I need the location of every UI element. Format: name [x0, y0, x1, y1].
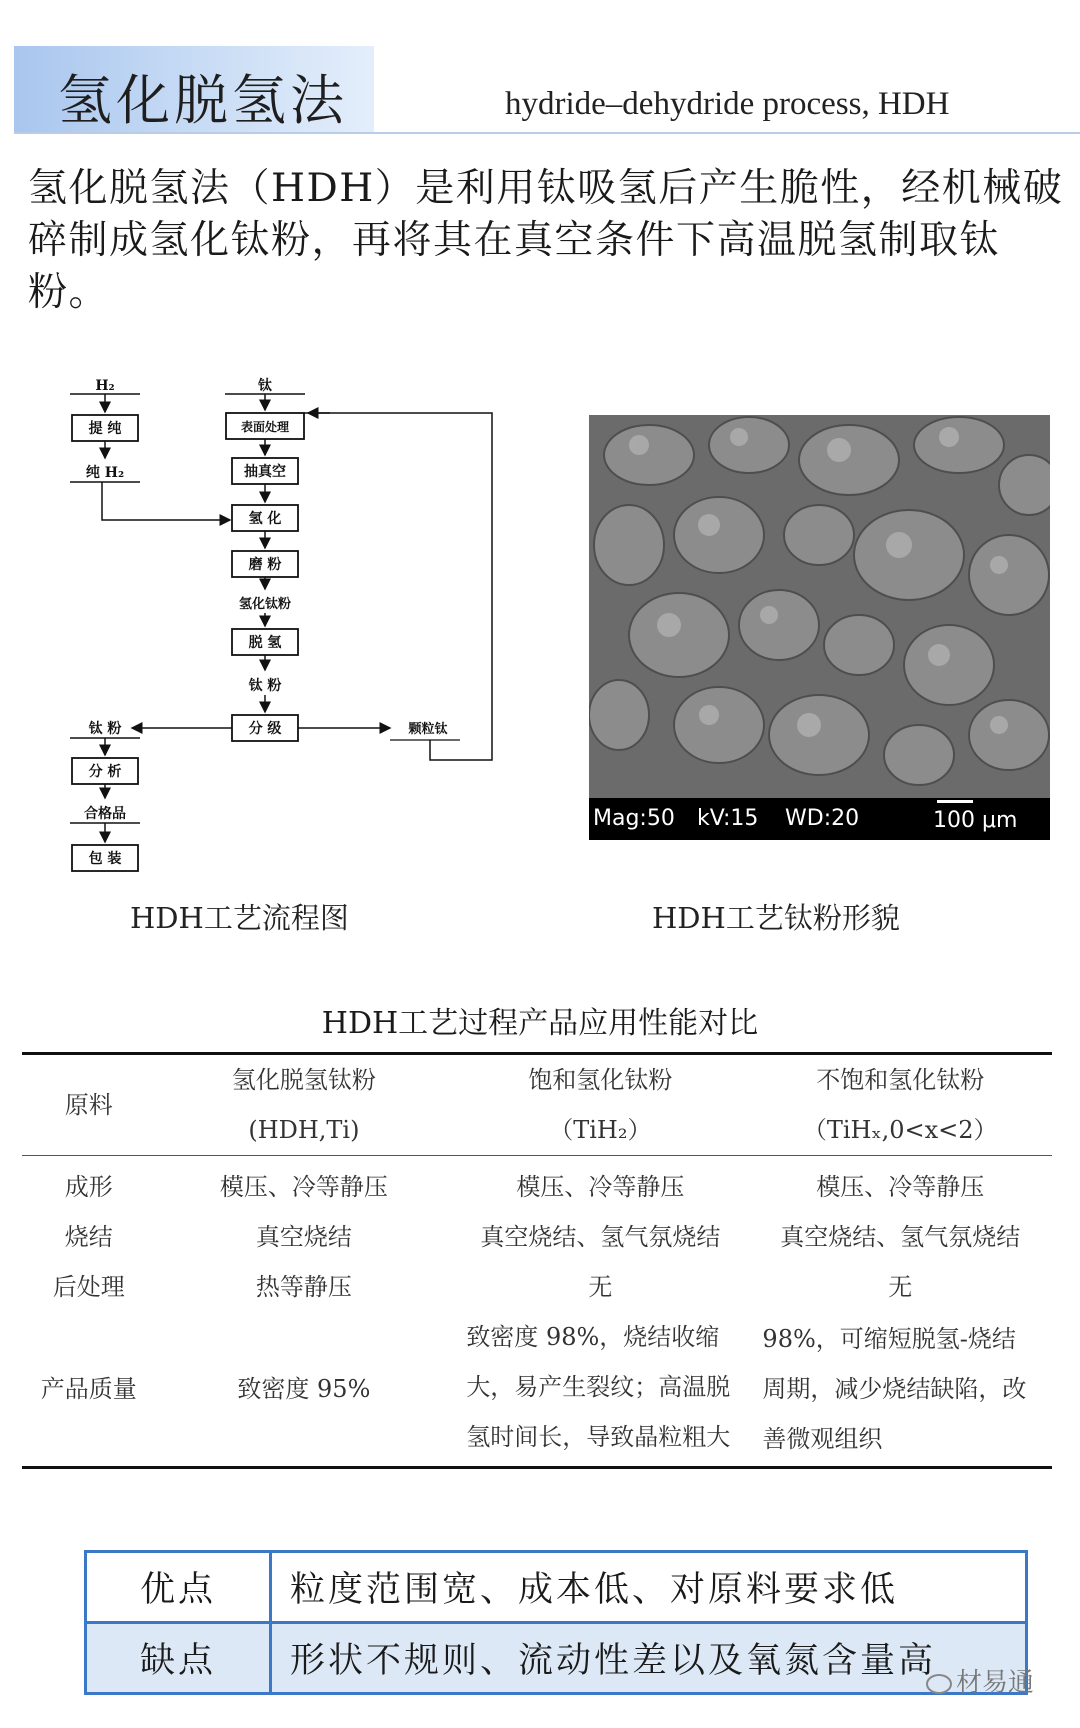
- table-cell: 致密度 95%: [155, 1312, 452, 1468]
- flow-granular-ti: 颗粒钛: [408, 722, 448, 737]
- table-cell: 无: [888, 1273, 913, 1301]
- flow-mill: 磨 粉: [248, 557, 282, 573]
- flow-vacuum: 抽真空: [244, 464, 286, 480]
- table-cell: 真空烧结: [255, 1223, 352, 1251]
- page-subtitle: hydride–dehydride process, HDH: [505, 86, 950, 122]
- table-row: [22, 1312, 1052, 1468]
- header-col-3: 不饱和氢化钛粉: [816, 1066, 985, 1094]
- title-divider: [14, 132, 1080, 134]
- title-banner: [14, 46, 374, 132]
- flow-hydride: 氢 化: [248, 511, 282, 527]
- header-formula-2: （TiH₂）: [452, 1105, 748, 1156]
- header-label: 原料: [22, 1054, 155, 1156]
- pros-cons-table: [84, 1550, 1028, 1695]
- table-cell: 热等静压: [255, 1273, 352, 1301]
- flow-package: 包 装: [88, 851, 122, 867]
- flow-tih2-powder: 氢化钛粉: [238, 597, 292, 612]
- sem-scale-bar: [937, 800, 973, 803]
- sem-micrograph: [589, 415, 1050, 840]
- sem-info-bar: [589, 798, 1050, 840]
- table-row: [22, 1212, 1052, 1262]
- table-row: [22, 1156, 1052, 1213]
- pros-label: 优点: [86, 1552, 271, 1623]
- table-cell: 模压、冷等静压: [219, 1173, 388, 1201]
- intro-paragraph: 氢化脱氢法（HDH）是利用钛吸氢后产生脆性，经机械破碎制成氢化钛粉，再将其在真空条件下高温脱氢制取钛粉。: [28, 166, 1064, 315]
- flow-classify: 分 级: [248, 721, 282, 737]
- flow-ti: 钛: [258, 378, 272, 394]
- flow-dehydride: 脱 氢: [248, 635, 282, 651]
- flow-pure-h2: 纯 H₂: [85, 465, 125, 481]
- row-label: 后处理: [52, 1273, 125, 1301]
- hdh-flowchart: [60, 370, 510, 900]
- table-cell: 无: [588, 1273, 613, 1301]
- header-col-2: 饱和氢化钛粉: [528, 1066, 673, 1094]
- comparison-table: [22, 1052, 1052, 1469]
- row-label: 成形: [64, 1173, 113, 1201]
- table-cell: 真空烧结、氢气氛烧结: [780, 1223, 1021, 1251]
- table-cell: 真空烧结、氢气氛烧结: [480, 1223, 721, 1251]
- cons-value: 形状不规则、流动性差以及氧氮含量高: [271, 1623, 1027, 1694]
- sem-scale-label: 100 μm: [933, 808, 1018, 833]
- table-title: HDH工艺过程产品应用性能对比: [321, 1006, 759, 1041]
- header-col-1: 氢化脱氢钛粉: [231, 1066, 376, 1094]
- sem-wd: WD:20: [785, 806, 860, 831]
- table-cell: 致密度 98%，烧结收缩大，易产生裂纹；高温脱氢时间长，导致晶粒粗大: [452, 1312, 748, 1468]
- flow-purify: 提 纯: [88, 421, 122, 437]
- flow-h2: H₂: [95, 378, 115, 394]
- wechat-icon: [926, 1674, 952, 1694]
- flow-ti-powder-out: 钛 粉: [88, 721, 122, 737]
- flow-ti-powder: 钛 粉: [248, 678, 282, 694]
- table-header-formula-row: [22, 1105, 1052, 1156]
- flow-analyze: 分 析: [88, 764, 122, 780]
- sem-caption: HDH工艺钛粉形貌: [652, 901, 900, 935]
- table-header-row: [22, 1054, 1052, 1106]
- flow-qualified: 合格品: [84, 806, 126, 822]
- sem-mag: Mag:50: [593, 806, 675, 831]
- header-formula-3: （TiHₓ,0<x<2）: [748, 1105, 1052, 1156]
- sem-particles: [589, 415, 1050, 798]
- page-title: 氢化脱氢法: [58, 69, 348, 132]
- row-label: 产品质量: [22, 1312, 155, 1468]
- pros-value: 粒度范围宽、成本低、对原料要求低: [271, 1552, 1027, 1623]
- cons-label: 缺点: [86, 1623, 271, 1694]
- table-cell: 模压、冷等静压: [516, 1173, 685, 1201]
- watermark-text: 材易通: [956, 1668, 1035, 1698]
- flow-surface: 表面处理: [240, 420, 290, 434]
- header-formula-1: (HDH,Ti): [155, 1105, 452, 1156]
- watermark: [926, 1662, 1034, 1699]
- flowchart-caption: HDH工艺流程图: [130, 901, 349, 935]
- table-row: [22, 1262, 1052, 1312]
- sem-kv: kV:15: [697, 806, 759, 831]
- cons-row: [86, 1623, 1027, 1694]
- table-cell: 模压、冷等静压: [816, 1173, 985, 1201]
- row-label: 烧结: [64, 1223, 113, 1251]
- pros-row: [86, 1552, 1027, 1623]
- table-cell: 98%，可缩短脱氢-烧结周期，减少烧结缺陷，改善微观组织: [748, 1312, 1052, 1468]
